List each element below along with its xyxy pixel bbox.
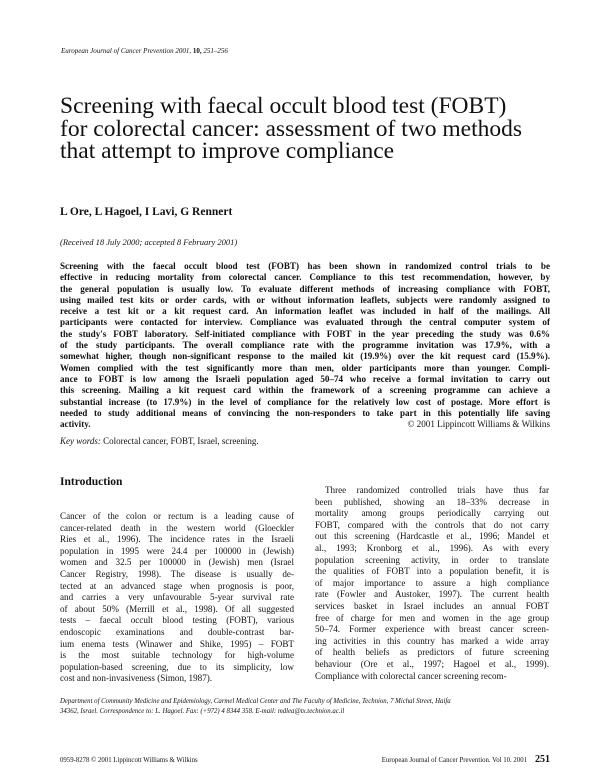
issn-copyright: 0959-8278 © 2001 Lippincott Williams & Wilkins [60, 757, 198, 764]
pages: 251–256 [203, 47, 228, 55]
right-column-text [315, 485, 549, 682]
text-line: behaviour (Ore et al., 1997; Hagoel et al., 1999). [315, 658, 549, 669]
text-line: the general population is usually low. To evaluate different methods of increasing compliance with FOBT, [60, 283, 550, 294]
text-line: FOBT, compared with the controls that do not carry [315, 519, 549, 530]
text-line: the qualities of FOBT into a population benefit, it is [315, 566, 549, 577]
text-line: Cancer Registry, 1998). The disease is usually de- [60, 568, 294, 579]
text-line: ing activities in this country has marked a wide array [315, 635, 549, 646]
text-line: substantial increase (to 17.9%) in the level of compliance for the relatively low cost of postage. More effort is [60, 396, 550, 407]
abstract-last-row [60, 419, 550, 430]
keywords-label: Key words: [60, 436, 101, 446]
text-line: of the study participants. The overall compliance rate with the programme invitation was 17.9%, with a [60, 340, 550, 351]
text-line: Three randomized controlled trials have thus far [325, 485, 549, 495]
text-line: somewhat higher, though non-significant response to the mailed kit (19.9%) over the kit request card (15.9%). [60, 351, 550, 362]
text-line: and carries a very unfavourable 5-year survival rate [60, 592, 294, 603]
text-line: been published, showing an 18–33% decrease in [315, 496, 549, 507]
title-line: for colorectal cancer: assessment of two methods [60, 115, 523, 142]
text-line: 50–74. Former experience with breast cancer screen- [315, 624, 549, 635]
text-line: cancer-related death in the western world (Gloeckler [60, 522, 294, 533]
page-footer [60, 754, 550, 765]
text-line: al., 1993; Kronborg et al., 1996). As with every [315, 542, 549, 553]
text-line: mortality among groups periodically carrying out [315, 508, 549, 519]
section-heading-introduction: Introduction [60, 476, 123, 488]
text-line: Compliance with colorectal cancer screening recom- [315, 670, 507, 681]
text-line: services basket in Israel includes an annual FOBT [315, 600, 549, 611]
paper-title [60, 95, 560, 163]
footer-right [382, 754, 550, 765]
text-line: free of charge for men and women in the age group [315, 612, 549, 623]
text-line: Screening with the faecal occult blood test (FOBT) has been shown in randomized control trials to be [60, 261, 550, 271]
text-line: Ries et al., 1996). The incidence rates in the Israeli [60, 534, 294, 545]
keywords-value: Colorectal cancer, FOBT, Israel, screening. [103, 436, 259, 446]
text-line: using mailed test kits or order cards, with or without information leaflets, subjects were randomly assigned to [60, 294, 550, 305]
keywords [60, 436, 259, 446]
journal-info: European Journal of Cancer Prevention. Vol 10. 2001 [381, 757, 527, 764]
page-number: 251 [535, 754, 550, 765]
text-line: Department of Community Medicine and Epidemiology, Carmel Medical Center and The Faculty of Medicine, Technion, 7 Michal Street, Haifa [60, 698, 451, 705]
text-line: women and 32.5 per 100000 in (Jewish) men (Israel [60, 557, 294, 568]
text-line: of about 50% (Merrill et al., 1998). Of all suggested [60, 603, 294, 614]
text-line: endoscopic examinations and double-contrast bar- [60, 626, 294, 637]
text-line: of major importance to assure a high compliance [315, 577, 549, 588]
abstract [60, 261, 550, 430]
text-line: tests – faecal occult blood testing (FOBT), various [60, 615, 294, 626]
year: 2001, [175, 47, 192, 55]
volume: 10, [192, 47, 202, 55]
text-line: out this screening (Hardcastle et al., 1996; Mandel et [315, 531, 549, 542]
text-line: ance to FOBT is low among the Israeli population aged 50–74 who receive a formal invitation to carry out [60, 373, 550, 384]
text-line: population screening activity, in order to translate [315, 554, 549, 565]
text-line: activity. [60, 419, 91, 430]
title-line: Screening with faecal occult blood test (FOBT) [60, 93, 507, 119]
running-header [61, 47, 228, 55]
text-line: of health beliefs as predictors of future screening [315, 647, 549, 658]
left-column-text [60, 511, 294, 685]
text-line: population in 1995 were 24.4 per 100000 in (Jewish) [60, 545, 294, 556]
text-line: rate (Fowler and Austoker, 1997). The current health [315, 589, 549, 600]
text-line: needed to study additional means of convincing the non-responders to take part in this potentially life saving [60, 407, 550, 418]
journal-name: European Journal of Cancer Prevention [61, 47, 174, 55]
text-line: 34362, Israel. Correspondence to: L. Hagoel. Fax: (+972) 4 8344 358. E-mail: mdlea@tx.technion.ac.il [60, 707, 345, 715]
affiliation-footnote [60, 697, 550, 716]
text-line: effective in reducing mortality from colorectal cancer. Compliance to this test recommendation, however, by [60, 272, 550, 283]
text-line: tected at an advanced stage when prognosis is poor, [60, 580, 294, 591]
text-line: the study's FOBT laboratory. Self-initiated compliance with FOBT in the year preceding the study was 0.6% [60, 328, 550, 339]
text-line: ium enema tests (Winawer and Shike, 1995) – FOBT [60, 638, 294, 649]
authors: L Ore, L Hagoel, I Lavi, G Rennert [60, 206, 233, 218]
text-line: Women complied with the test significantly more than men, older participants more than younger. Compli- [60, 362, 550, 373]
text-line: participants were contacted for interview. Compliance was evaluated through the central computer system of [60, 317, 550, 328]
text-line: Cancer of the colon or rectum is a leading cause of [60, 511, 294, 521]
text-line: cost and non-invasiveness (Simon, 1987). [60, 673, 213, 684]
text-line: receive a test kit or a kit request card. An information leaflet was included in half of the mailings. All [60, 306, 550, 317]
received-dates: (Received 18 July 2000; accepted 8 February 2001) [60, 237, 238, 247]
text-line: this screening. Mailing a kit request card within the framework of a screening programme can achieve a [60, 385, 550, 396]
title-line: that attempt to improve compliance [60, 138, 395, 164]
text-line: is the most suitable technology for high-volume [60, 650, 294, 661]
text-line: population-based screening, due to its simplicity, low [60, 661, 294, 672]
abstract-copyright: © 2001 Lippincott Williams & Wilkins [407, 419, 550, 430]
